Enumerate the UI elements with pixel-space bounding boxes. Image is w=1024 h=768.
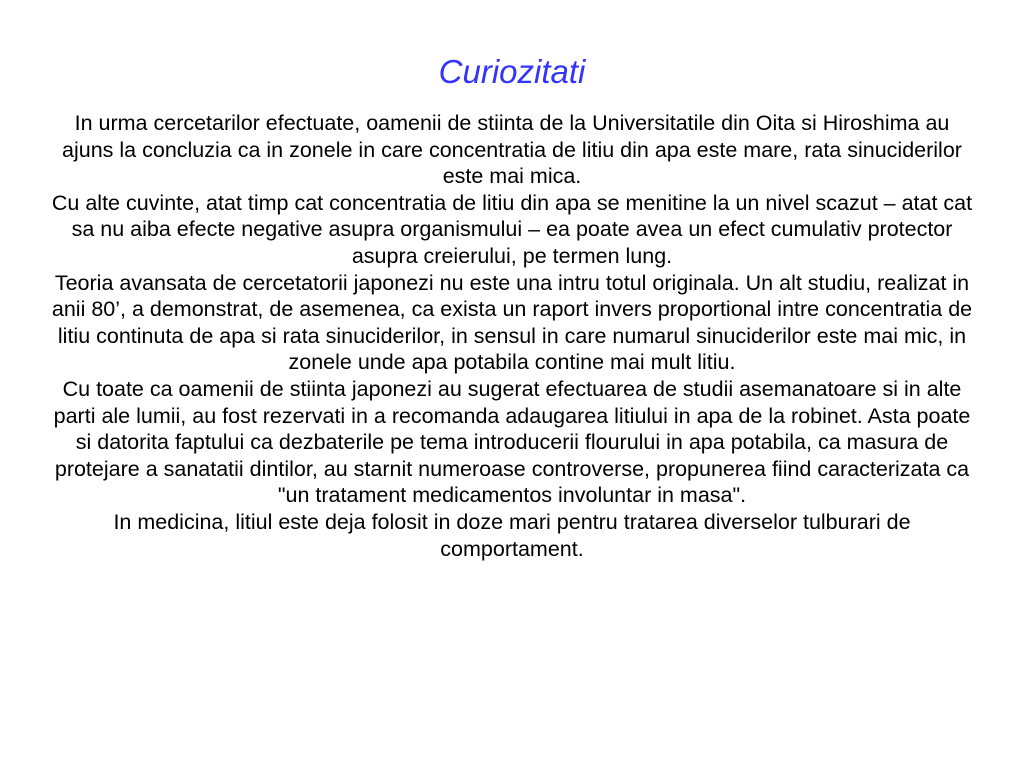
paragraph-tap-water-controversy: Cu toate ca oamenii de stiinta japonezi au sugerat efectuarea de studii asemanatoare si in alte parti ale lumii, au fost rezervati in a recomanda adaugarea litiului in apa de la robinet. Asta poate si datorita faptului ca dezbaterile pe tema introducerii flourului in apa potabila, ca masura de protejare a sanatatii dintilor, au starnit numeroase controverse, propunerea fiind caracterizata ca "un tratament medicamentos involuntar in masa". [53, 376, 971, 508]
paragraph-earlier-study: Teoria avansata de cercetatorii japonezi nu este una intru totul originala. Un alt studiu, realizat in anii 80’, a demonstrat, de asemenea, ca exista un raport invers proportional intre concentratia de litiu continuta de apa si rata sinuciderilor, in sensul in care numarul sinuciderilor este mai mic, in zonele unde apa potabila contine mai mult litiu. [51, 270, 973, 375]
slide-body [46, 110, 978, 562]
paragraph-cumulative-effect: Cu alte cuvinte, atat timp cat concentratia de litiu din apa se menitine la un nivel scazut – atat cat sa nu aiba efecte negative asupra organismului – ea poate avea un efect cumulativ protector asupra creierului, pe termen lung. [51, 190, 973, 268]
paragraph-oita-hiroshima-study: In urma cercetarilor efectuate, oamenii de stiinta de la Universitatile din Oita si Hiroshima au ajuns la concluzia ca in zonele in care concentratia de litiu din apa este mare, rata sinuciderilor este mai mica. [62, 111, 962, 189]
paragraph-medical-use: In medicina, litiul este deja folosit in doze mari pentru tratarea diverselor tulburari de comportament. [113, 509, 911, 561]
slide-title: Curiozitati [438, 53, 586, 90]
